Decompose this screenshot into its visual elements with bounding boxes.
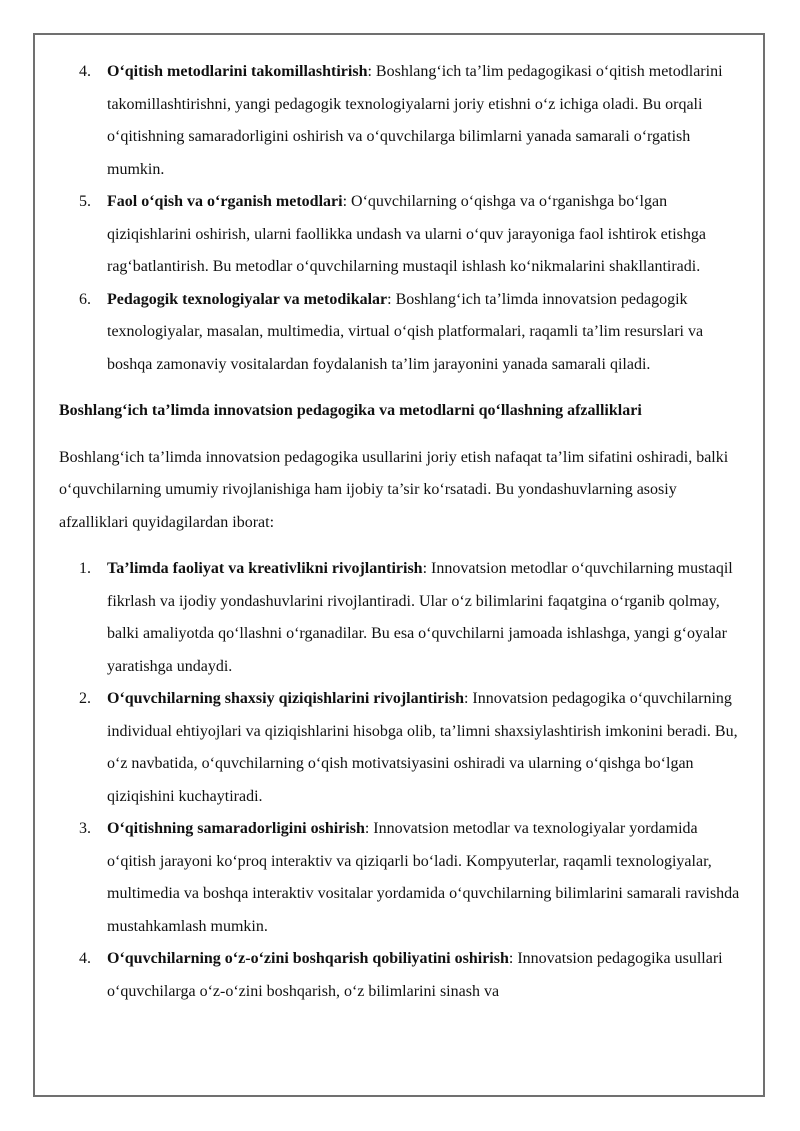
- list-item-text: : Innovatsion pedagogika o‘quvchilarning individual ehtiyojlari va qiziqishlarini hisobga olib, ta’limni shaxsiylashtirish imkonini beradi. Bu, o‘z navbatida, o‘quvchilarning o‘qish motivatsiyasini oshiradi va ularning o‘qishga bo‘lgan qiziqishini kuchaytiradi.: [107, 690, 738, 805]
- list-number: 2.: [79, 690, 91, 707]
- list-number: 3.: [79, 820, 91, 837]
- list-item-text: : Innovatsion metodlar va texnologiyalar yordamida o‘qitish jarayoni ko‘proq interaktiv va qiziqarli bo‘ladi. Kompyuterlar, raqamli texnologiyalar, multimedia va boshqa interaktiv vositalar yordamida o‘quvchilarning bilimlarini samarali ravishda mustahkamlash mumkin.: [107, 820, 740, 935]
- section-heading: Boshlang‘ich ta’limda innovatsion pedagogika va metodlarni qo‘llashning afzalliklari: [59, 402, 642, 419]
- list-item: [59, 553, 749, 683]
- list-number: 6.: [79, 290, 91, 308]
- list-item: [59, 943, 749, 1008]
- page-content: [59, 56, 749, 1008]
- list-item-text: : Innovatsion metodlar o‘quvchilarning mustaqil fikrlash va ijodiy yondashuvlarini rivojlantiradi. Ular o‘z bilimlarini faqatgina o‘rganib qolmay, balki amaliyotda qo‘llashni o‘rganadilar. Bu esa o‘quvchilarni jamoada ishlashga, yangi g‘oyalar yaratishga undaydi.: [107, 560, 733, 675]
- list-item-title: Ta’limda faoliyat va kreativlikni rivojlantirish: [107, 560, 423, 577]
- list-item-text: : Boshlang‘ich ta’limda innovatsion pedagogik texnologiyalar, masalan, multimedia, virtual o‘qish platformalari, raqamli ta’lim resurslari va boshqa zamonaviy vositalardan foydalanish ta’lim jarayonini yanada samarali qiladi.: [107, 290, 704, 373]
- list-item-title: O‘quvchilarning o‘z-o‘zini boshqarish qobiliyatini oshirish: [107, 950, 509, 967]
- list-number: 5.: [79, 193, 91, 210]
- numbered-list-top: [59, 56, 749, 381]
- list-number: 1.: [79, 560, 91, 577]
- list-item-title: Pedagogik texnologiyalar va metodikalar: [107, 290, 388, 308]
- document-page: [33, 33, 765, 1097]
- numbered-list-bottom: [59, 553, 749, 1008]
- body-paragraph: Boshlang‘ich ta’limda innovatsion pedagogika usullarini joriy etish nafaqat ta’lim sifatini oshiradi, balki o‘quvchilarning umumiy rivojlanishiga ham ijobiy ta’sir ko‘rsatadi. Bu yondashuvlarning asosiy afzalliklari quyidagilardan iborat:: [59, 448, 729, 531]
- list-item-title: O‘quvchilarning shaxsiy qiziqishlarini rivojlantirish: [107, 690, 464, 707]
- list-item: [59, 56, 749, 186]
- list-item-text: : Innovatsion pedagogika usullari o‘quvchilarga o‘z-o‘zini boshqarish, o‘z bilimlarini sinash va: [107, 950, 723, 1000]
- list-item: [59, 284, 749, 382]
- list-item: [59, 813, 749, 943]
- list-number: 4.: [79, 63, 91, 80]
- list-item-text: : O‘quvchilarning o‘qishga va o‘rganishga bo‘lgan qiziqishlarini oshirish, ularni faollikka undash va ularni o‘quv jarayoniga faol ishtirok etishga rag‘batlantirish. Bu metodlar o‘quvchilarning mustaqil ishlash ko‘nikmalarini shakllantiradi.: [107, 193, 706, 275]
- list-item-title: O‘qitish metodlarini takomillashtirish: [107, 63, 368, 80]
- list-item-title: O‘qitishning samaradorligini oshirish: [107, 820, 365, 837]
- list-item: [59, 186, 749, 284]
- list-item: [59, 683, 749, 813]
- list-item-text: : Boshlang‘ich ta’lim pedagogikasi o‘qitish metodlarini takomillashtirishni, yangi pedagogik texnologiyalarni joriy etishni o‘z ichiga oladi. Bu orqali o‘qitishning samaradorligini oshirish va o‘quvchilarga bilimlarni yanada samarali o‘rgatish mumkin.: [107, 63, 723, 178]
- list-item-title: Faol o‘qish va o‘rganish metodlari: [107, 193, 343, 210]
- list-number: 4.: [79, 950, 91, 967]
